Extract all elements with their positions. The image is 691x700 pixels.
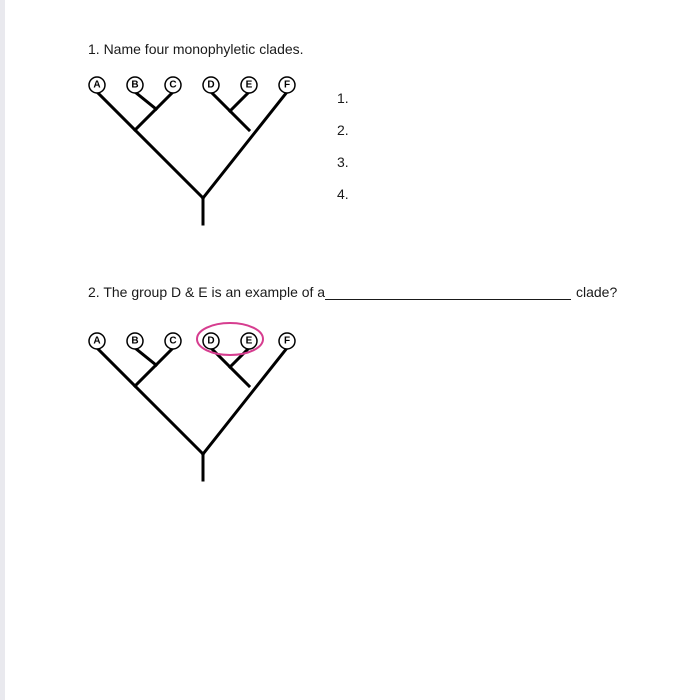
cladogram-2-branch-c xyxy=(156,348,173,365)
cladogram-1-branch-de xyxy=(230,111,249,130)
cladogram-1-branch-e xyxy=(230,92,249,111)
cladogram-1-branch-a xyxy=(97,92,203,198)
cladogram-2-branch-b-tip xyxy=(135,348,156,365)
cladogram-2-branch-b xyxy=(135,365,156,386)
cladogram-2-branch-a xyxy=(97,348,203,454)
answer-line-2: 2. xyxy=(337,122,349,138)
svg-text:F: F xyxy=(283,335,291,347)
question-1-prompt: 1. Name four monophyletic clades. xyxy=(88,41,304,57)
taxon-f-label xyxy=(279,333,295,349)
cladogram-1-branch-b-tip xyxy=(135,92,156,109)
svg-text:B: B xyxy=(131,79,139,91)
question-2-prompt: 2. The group D & E is an example of a xyxy=(88,284,326,300)
cladogram-1-branch-d xyxy=(211,92,230,111)
taxon-a-label xyxy=(89,333,105,349)
svg-text:E: E xyxy=(245,335,253,347)
taxon-d-label xyxy=(203,333,219,349)
cladogram-1 xyxy=(85,74,305,234)
answer-line-4: 4. xyxy=(337,186,349,202)
svg-text:D: D xyxy=(207,335,215,347)
svg-text:C: C xyxy=(169,335,177,347)
taxon-e-label xyxy=(241,333,257,349)
cladogram-2 xyxy=(85,330,305,490)
svg-text:A: A xyxy=(93,79,101,91)
svg-text:C: C xyxy=(169,79,177,91)
cladogram-1-branch-b xyxy=(135,109,156,130)
taxon-e-label xyxy=(241,77,257,93)
cladogram-2-branch-f xyxy=(203,348,287,454)
cladogram-1-branch-f xyxy=(203,92,287,198)
taxon-c-label xyxy=(165,333,181,349)
svg-text:F: F xyxy=(283,79,291,91)
answer-line-3: 3. xyxy=(337,154,349,170)
svg-text:B: B xyxy=(131,335,139,347)
taxon-f-label xyxy=(279,77,295,93)
answer-line-1: 1. xyxy=(337,90,349,106)
cladogram-2-branch-e xyxy=(230,348,249,367)
question-2-suffix: clade? xyxy=(576,284,618,300)
taxon-d-label xyxy=(203,77,219,93)
svg-text:A: A xyxy=(93,335,101,347)
taxon-c-label xyxy=(165,77,181,93)
taxon-b-label xyxy=(127,77,143,93)
cladogram-1-branch-c xyxy=(156,92,173,109)
taxon-a-label xyxy=(89,77,105,93)
cladogram-2-branch-d xyxy=(211,348,230,367)
answer-blank[interactable] xyxy=(325,299,571,300)
svg-text:D: D xyxy=(207,79,215,91)
svg-text:E: E xyxy=(245,79,253,91)
taxon-b-label xyxy=(127,333,143,349)
cladogram-2-branch-de xyxy=(230,367,249,386)
